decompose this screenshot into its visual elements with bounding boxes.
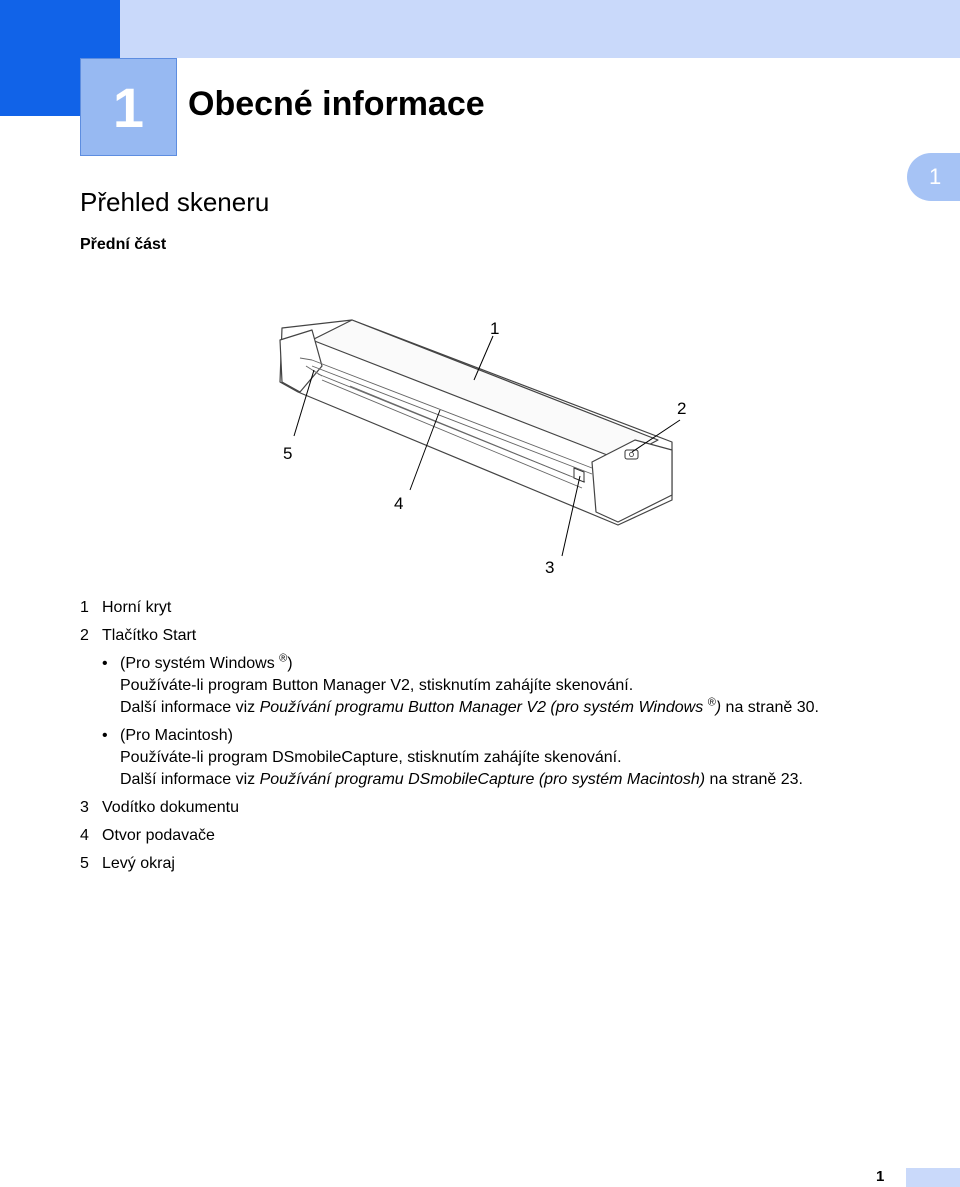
legend-item: 4 Otvor podavače [80, 827, 215, 844]
parts-legend [80, 597, 950, 881]
note-windows: • (Pro systém Windows ®) Používáte-li program Button Manager V2, stisknutím zahájíte skenování. Další informace viz Používání programu Button Manager V2 (pro systém Windows ®) na straně 30. [102, 653, 950, 719]
callout-2: 2 [677, 399, 687, 418]
legend-item: 2 Tlačítko Start [80, 627, 197, 644]
cross-reference: Používání programu Button Manager V2 (pro systém Windows ®) [259, 696, 722, 716]
legend-item: 1 Horní kryt [80, 599, 172, 616]
legend-item: 5 Levý okraj [80, 855, 175, 872]
scanner-illustration [240, 300, 720, 590]
legend-item: 3 Vodítko dokumentu [80, 799, 239, 816]
section-title: Přehled skeneru [80, 187, 270, 217]
cross-reference: Používání programu DSmobileCapture (pro systém Macintosh) [259, 771, 706, 788]
callout-3: 3 [545, 558, 555, 577]
header-band [0, 0, 960, 58]
chapter-title: Obecné informace [188, 85, 485, 123]
page-number: 1 [876, 1168, 885, 1185]
note-macintosh: • (Pro Macintosh) Používáte-li program DSmobileCapture, stisknutím zahájíte skenování. Další informace viz Používání programu DSmobileCapture (pro systém Macintosh) na straně 23. [102, 725, 950, 791]
chapter-side-tab: 1 [907, 153, 960, 201]
start-button-notes [102, 653, 950, 791]
callout-1: 1 [490, 319, 500, 338]
callout-5: 5 [283, 444, 293, 463]
callout-4: 4 [394, 494, 404, 513]
subsection-title: Přední část [80, 236, 167, 253]
footer-tab [906, 1168, 960, 1187]
chapter-number: 1 [80, 58, 177, 156]
